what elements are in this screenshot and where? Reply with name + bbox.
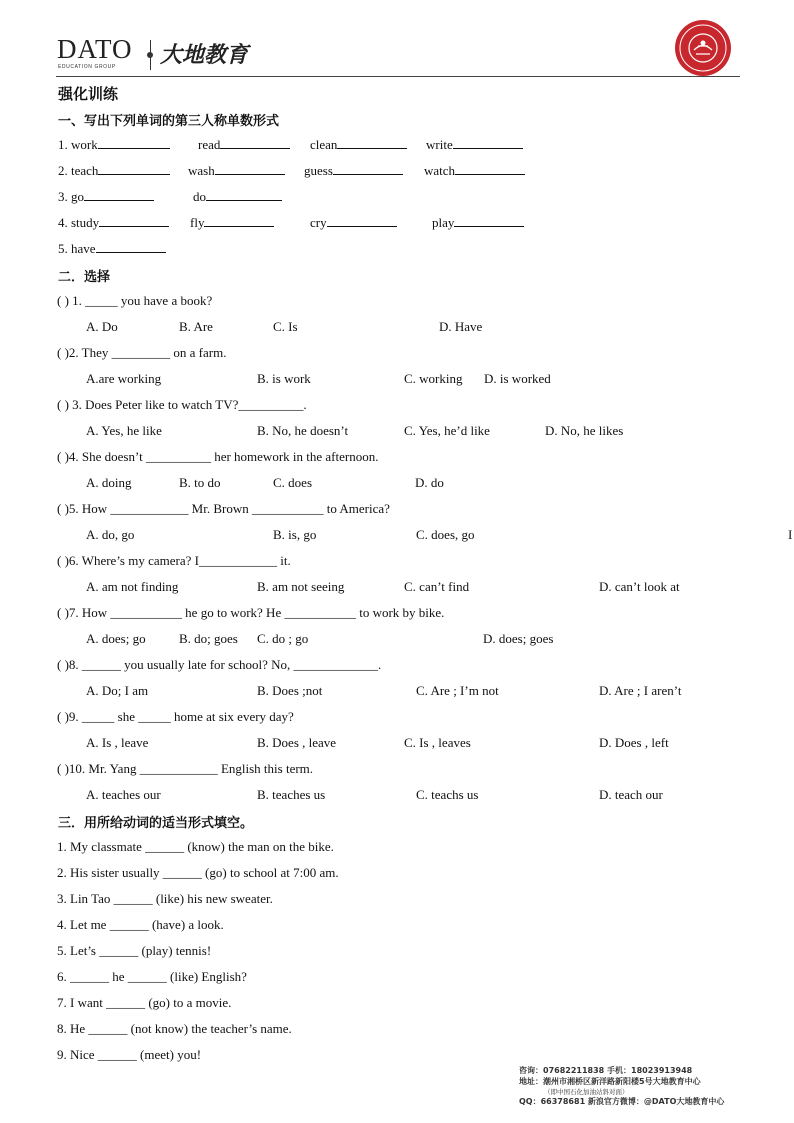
footer-address: 地址：潮州市湘桥区新洋路新阳楼5号大地教育中心 — [519, 1077, 701, 1086]
option[interactable]: A. Is , leave — [86, 735, 149, 750]
answer-blank[interactable] — [204, 215, 274, 227]
option[interactable]: D. do — [415, 475, 444, 490]
option[interactable]: C. Is — [273, 319, 298, 334]
option[interactable]: C. can’t find — [404, 579, 470, 594]
option[interactable]: C. do ; go — [257, 631, 309, 646]
answer-blank[interactable] — [99, 215, 169, 227]
option[interactable]: A. does; go — [86, 631, 146, 646]
fill-in-item: 6. ______ he ______ (like) English? — [57, 969, 247, 984]
option[interactable]: D. can’t look at — [599, 579, 680, 594]
option[interactable]: C. Yes, he’d like — [404, 423, 490, 438]
word-item: 5. have — [58, 241, 166, 257]
word-item: clean — [310, 137, 407, 153]
option[interactable]: C. does — [273, 475, 312, 490]
question-stem: ( )7. How ___________ he go to work? He ___________ to work by bike. — [57, 605, 445, 620]
logo-divider — [150, 40, 151, 70]
option[interactable]: D. teach our — [599, 787, 663, 802]
word-item: 3. go — [58, 189, 154, 205]
answer-blank[interactable] — [220, 137, 290, 149]
option[interactable]: C. Is , leaves — [404, 735, 471, 750]
option[interactable]: B. No, he doesn’t — [257, 423, 349, 438]
option[interactable]: C. Are ; I’m not — [416, 683, 499, 698]
option[interactable]: A. do, go — [86, 527, 135, 542]
answer-blank[interactable] — [333, 163, 403, 175]
option[interactable]: B. to do — [179, 475, 221, 490]
option[interactable]: A. am not finding — [86, 579, 179, 594]
question-stem: ( )8. ______ you usually late for school? No, _____________. — [57, 657, 382, 672]
page-title: 强化训练 — [58, 85, 119, 103]
option[interactable]: A. doing — [86, 475, 132, 490]
option[interactable]: B. is work — [257, 371, 311, 386]
option[interactable]: C. teachs us — [416, 787, 479, 802]
question-stem: ( )4. She doesn’t __________ her homework in the afternoon. — [57, 449, 379, 464]
fill-in-item: 1. My classmate ______ (know) the man on the bike. — [57, 839, 334, 854]
option[interactable]: B. teaches us — [257, 787, 326, 802]
word-item: watch — [424, 163, 525, 179]
answer-blank[interactable] — [98, 163, 170, 175]
word-item: fly — [190, 215, 274, 231]
answer-blank[interactable] — [455, 163, 525, 175]
question-stem: ( ) 3. Does Peter like to watch TV?__________. — [57, 397, 307, 412]
fill-in-item: 3. Lin Tao ______ (like) his new sweater. — [57, 891, 273, 906]
answer-blank[interactable] — [453, 137, 523, 149]
answer-blank[interactable] — [84, 189, 154, 201]
question-stem: ( ) 1. _____ you have a book? — [57, 293, 213, 308]
question-stem: ( )6. Where’s my camera? I____________ it. — [57, 553, 291, 568]
answer-blank[interactable] — [206, 189, 282, 201]
option[interactable]: I — [788, 527, 793, 542]
option[interactable]: A. Yes, he like — [86, 423, 162, 438]
option[interactable]: D. Have — [439, 319, 483, 334]
option[interactable]: B. is, go — [273, 527, 317, 542]
answer-blank[interactable] — [337, 137, 407, 149]
word-item: do — [193, 189, 282, 205]
option[interactable]: A. teaches our — [86, 787, 161, 802]
footer-phone: 咨询：07682211838 手机：18023913948 — [519, 1066, 693, 1075]
fill-in-item: 2. His sister usually ______ (go) to school at 7:00 am. — [57, 865, 339, 880]
question-stem: ( )5. How ____________ Mr. Brown ___________ to America? — [57, 501, 390, 516]
school-seal-icon — [674, 19, 732, 77]
footer-social: QQ：66378681 新浪官方微博：@DATO大地教育中心 — [519, 1097, 725, 1106]
section3-title: 三．用所给动词的适当形式填空。 — [58, 816, 254, 831]
question-stem: ( )2. They _________ on a farm. — [57, 345, 227, 360]
section1-title: 一、写出下列单词的第三人称单数形式 — [58, 114, 280, 129]
option[interactable]: B. Are — [179, 319, 213, 334]
answer-blank[interactable] — [327, 215, 397, 227]
word-item: cry — [310, 215, 397, 231]
word-item: 2. teach — [58, 163, 170, 179]
option[interactable]: D. Does , left — [599, 735, 669, 750]
logo-subtitle: EDUCATION GROUP — [58, 64, 116, 70]
fill-in-item: 4. Let me ______ (have) a look. — [57, 917, 224, 932]
word-item: play — [432, 215, 524, 231]
word-item: read — [198, 137, 290, 153]
option[interactable]: A.are working — [86, 371, 162, 386]
fill-in-item: 5. Let’s ______ (play) tennis! — [57, 943, 212, 958]
section2-title: 二．选择 — [58, 270, 111, 285]
option[interactable]: A. Do; I am — [86, 683, 149, 698]
question-stem: ( )10. Mr. Yang ____________ English this term. — [57, 761, 314, 776]
answer-blank[interactable] — [98, 137, 170, 149]
footer-address-note: （即中国石化加油站斜对面） — [544, 1088, 629, 1096]
word-item: 1. work — [58, 137, 170, 153]
word-item: write — [426, 137, 523, 153]
answer-blank[interactable] — [454, 215, 524, 227]
fill-in-item: 8. He ______ (not know) the teacher’s name. — [57, 1021, 292, 1036]
option[interactable]: D. is worked — [484, 371, 551, 386]
answer-blank[interactable] — [96, 241, 166, 253]
option[interactable]: D. No, he likes — [545, 423, 624, 438]
fill-in-item: 9. Nice ______ (meet) you! — [57, 1047, 202, 1062]
question-stem: ( )9. _____ she _____ home at six every day? — [57, 709, 294, 724]
logo-chinese-text: 大地教育 — [160, 42, 249, 68]
option[interactable]: C. does, go — [416, 527, 475, 542]
logo-text: DATO — [57, 34, 133, 64]
option[interactable]: B. am not seeing — [257, 579, 345, 594]
option[interactable]: B. Does , leave — [257, 735, 337, 750]
option[interactable]: D. does; goes — [483, 631, 554, 646]
answer-blank[interactable] — [215, 163, 285, 175]
word-item: guess — [304, 163, 403, 179]
word-item: wash — [188, 163, 285, 179]
option[interactable]: A. Do — [86, 319, 118, 334]
option[interactable]: D. Are ; I aren’t — [599, 683, 682, 698]
option[interactable]: B. Does ;not — [257, 683, 323, 698]
option[interactable]: C. working — [404, 371, 463, 386]
option[interactable]: B. do; goes — [179, 631, 238, 646]
word-item: 4. study — [58, 215, 169, 231]
header-divider — [56, 76, 740, 77]
fill-in-item: 7. I want ______ (go) to a movie. — [57, 995, 232, 1010]
